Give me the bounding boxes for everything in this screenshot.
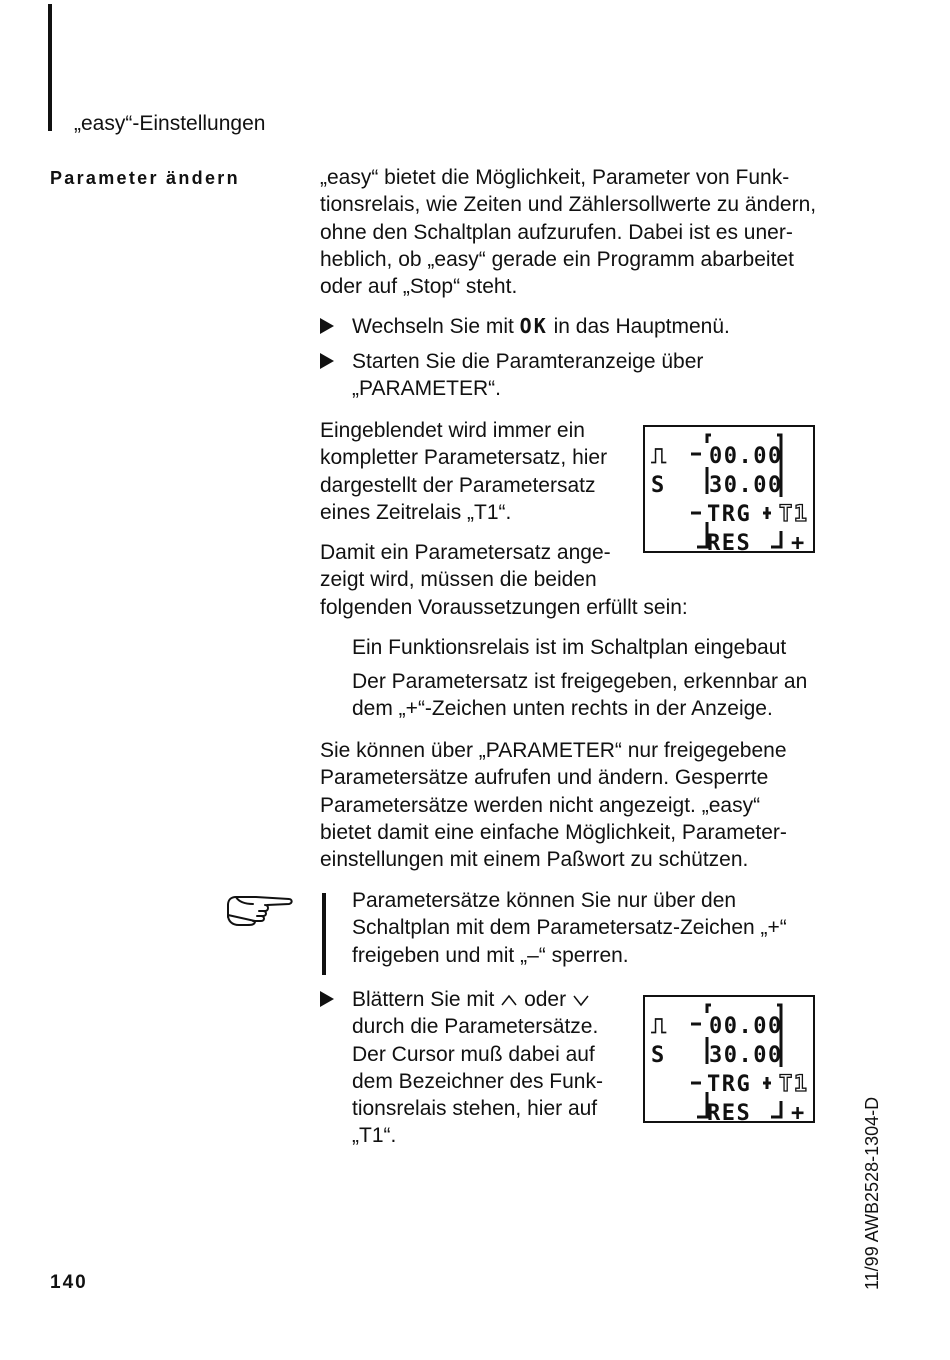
lcd1-enable-flag: +	[791, 531, 806, 551]
lcd1-row3-value: TRG	[707, 502, 752, 527]
requirements-paragraph: Damit ein Parametersatz ange- zeigt wird, müssen die beiden folgenden Voraussetzungen erfüllt sein:	[320, 541, 688, 619]
lcd-display-1	[643, 425, 815, 553]
lcd1-row4-value: RES	[707, 531, 752, 551]
lcd2-row1-symbol: ⎍	[651, 1014, 668, 1039]
bullet-triangle-icon	[320, 991, 334, 1007]
page-number: 140	[50, 1272, 88, 1293]
lcd2-enable-flag: +	[791, 1101, 806, 1121]
pointing-hand-icon	[225, 893, 295, 927]
lcd2-relay-name: T1	[779, 1072, 809, 1097]
step-3	[320, 986, 620, 1156]
up-arrow-icon	[500, 993, 518, 1007]
lcd2-row3-value: TRG	[707, 1072, 752, 1097]
step-2	[320, 348, 840, 404]
ok-key-label: OK	[519, 314, 548, 338]
down-arrow-icon	[572, 993, 590, 1007]
protection-paragraph: Sie können über „PARAMETER“ nur freigegebene Parametersätze aufrufen und ändern. Gesperrte Parametersätze werden nicht angezeigt. „easy“ bietet damit eine einfache Möglichkeit, Parameter- einstellungen mit einem Paßwort zu schützen.	[320, 739, 787, 872]
condition-1: Ein Funktionsrelais ist im Schaltplan eingebaut	[352, 636, 787, 659]
bullet-triangle-icon	[320, 353, 334, 369]
lcd1-row2-symbol: S	[651, 473, 666, 498]
step-1	[320, 313, 840, 341]
bullet-triangle-icon	[320, 318, 334, 334]
lcd2-row2-value: 30.00	[709, 1043, 783, 1068]
condition-2: Der Parametersatz ist freigegeben, erkennbar an dem „+“-Zeichen unten rechts in der Anzeige.	[352, 670, 808, 721]
document-code: 11/99 AWB2528-1304-D	[862, 1096, 882, 1290]
lcd1-row1-value: 00.00	[709, 444, 783, 469]
section-heading: Parameter ändern	[50, 168, 240, 188]
note-rule	[322, 893, 326, 975]
lcd2-row1-value: 00.00	[709, 1014, 783, 1039]
intro-paragraph: „easy“ bietet die Möglichkeit, Parameter von Funk- tionsrelais, wie Zeiten und Zählersollwerte zu ändern, ohne den Schaltplan aufzurufen. Dabei ist es uner- heblich, ob „easy“ gerade ein Programm abarbeitet oder auf „Stop“ steht.	[320, 166, 817, 299]
step-3-text: Blättern Sie mit oder durch die Parametersätze. Der Cursor muß dabei auf dem Bezeichner des Funk- tionsrelais stehen, hier auf „T1“.	[352, 988, 603, 1148]
parameter-set-paragraph: Eingeblendet wird immer ein kompletter Parametersatz, hier dargestellt der Parametersatz eines Zeitrelais „T1“.	[320, 419, 608, 524]
lcd-display-2	[643, 995, 815, 1123]
lcd1-row2-value: 30.00	[709, 473, 783, 498]
lcd2-row4-value: RES	[707, 1101, 752, 1121]
note-text: Parametersätze können Sie nur über den Schaltplan mit dem Parametersatz-Zeichen „+“ freigeben und mit „–“ sperren.	[352, 889, 787, 967]
step-1-text: Wechseln Sie mit OK in das Hauptmenü.	[352, 314, 730, 338]
header-rule	[48, 4, 52, 131]
lcd1-relay-name: T1	[779, 502, 809, 527]
lcd2-row2-symbol: S	[651, 1043, 666, 1068]
lcd1-row1-symbol: ⎍	[651, 444, 668, 469]
step-2-text: Starten Sie die Paramteranzeige über „PARAMETER“.	[352, 350, 704, 401]
page-header-title: „easy“-Einstellungen	[74, 112, 266, 135]
